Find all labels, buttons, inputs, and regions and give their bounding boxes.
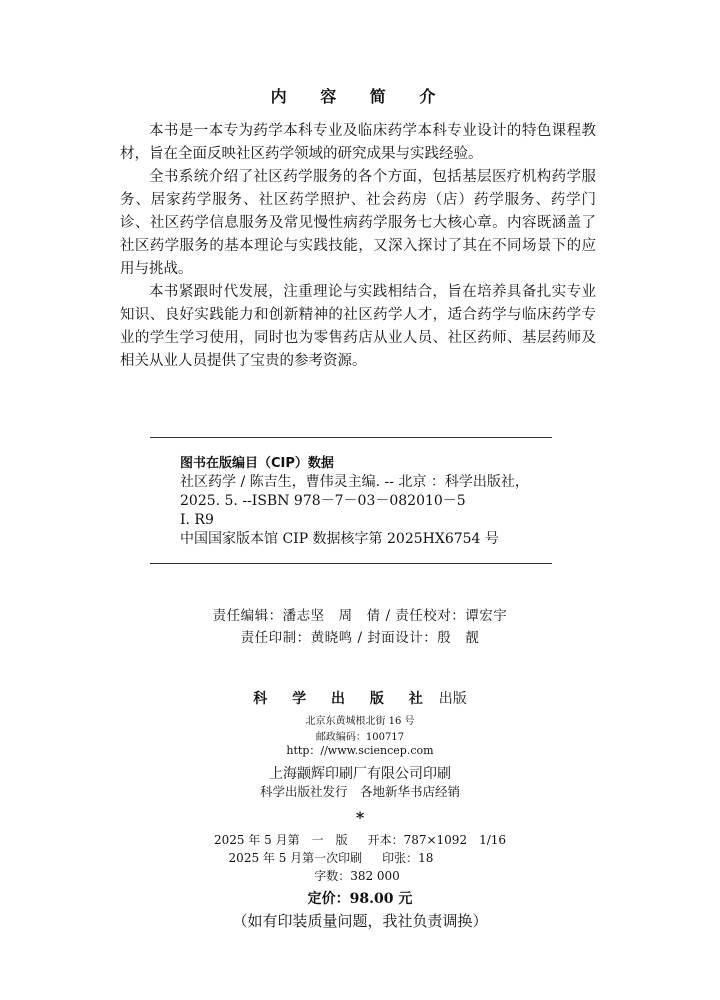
word-count: 字数：382 000 xyxy=(314,869,400,883)
cip-classification: Ⅰ. R9 xyxy=(180,512,214,528)
cip-top-rule xyxy=(150,437,552,438)
cip-heading: 图书在版编目（CIP）数据 xyxy=(180,456,334,471)
quality-notice: （如有印装质量问题，我社负责调换） xyxy=(232,912,488,930)
printed-sheets: 印张：18 xyxy=(382,851,434,865)
editors-line: 责任编辑：潘志坚 周 倩 / 责任校对：谭宏宇 xyxy=(212,608,508,624)
cip-bottom-rule xyxy=(150,563,552,564)
publisher-suffix: 出版 xyxy=(438,691,467,707)
book-format: 开本：787×1092 1/16 xyxy=(367,833,507,847)
printer-line: 上海颛辉印刷厂有限公司印刷 xyxy=(269,766,451,782)
edition-specs xyxy=(0,831,720,885)
edition-date: 2025 年 5 月第 一 版 xyxy=(213,833,348,847)
summary-title: 内 容 简 介 xyxy=(270,87,450,106)
printing-row xyxy=(0,849,720,867)
summary-body xyxy=(120,120,596,373)
summary-paragraph: 全书系统介绍了社区药学服务的各个方面，包括基层医疗机构药学服务、居家药学服务、社区药学照护、社会药房（店）药学服务、药学门诊、社区药学信息服务及常见慢性病药学服务七大核心章。内容既涵盖了社区药学服务的基本理论与实践技能，又深入探讨了其在不同场景下的应用与挑战。 xyxy=(120,169,596,277)
cip-record: 中国国家版本馆 CIP 数据核字第 2025HX6754 号 xyxy=(180,531,499,547)
publisher-name: 科 学 出 版 社 xyxy=(253,691,433,707)
edition-row xyxy=(0,831,720,849)
separator-star: * xyxy=(355,808,365,827)
cip-block xyxy=(180,454,530,549)
publisher-url: http：//www.sciencep.com xyxy=(286,744,434,757)
book-price: 定价：98.00 元 xyxy=(307,891,413,907)
cip-entry: 社区药学 / 陈吉生，曹伟灵主编. -- 北京 ：科学出版社，2025. 5. --ISBN 978－7－03－082010－5 xyxy=(180,474,529,509)
publisher-line xyxy=(0,688,720,708)
distribution-line: 科学出版社发行 各地新华书店经销 xyxy=(259,784,460,799)
publisher-postcode: 邮政编码：100717 xyxy=(315,732,405,743)
print-date: 2025 年 5 月第一次印刷 xyxy=(228,851,363,865)
summary-paragraph: 本书是一本专为药学本科专业及临床药学本科专业设计的特色课程教材，旨在全面反映社区药学领域的研究成果与实践经验。 xyxy=(120,123,596,162)
summary-paragraph: 本书紧跟时代发展，注重理论与实践相结合，旨在培养具备扎实专业知识、良好实践能力和创新精神的社区药学人才，适合药学与临床药学专业的学生学习使用，同时也为零售药店从业人员、社区药师、基层药师及相关从业人员提供了宝贵的参考资源。 xyxy=(120,284,596,369)
wordcount-row xyxy=(0,867,720,885)
production-line: 责任印制：黄晓鸣 / 封面设计：殷 靓 xyxy=(240,630,480,646)
publisher-address: 北京东黄城根北街 16 号 xyxy=(305,716,415,727)
